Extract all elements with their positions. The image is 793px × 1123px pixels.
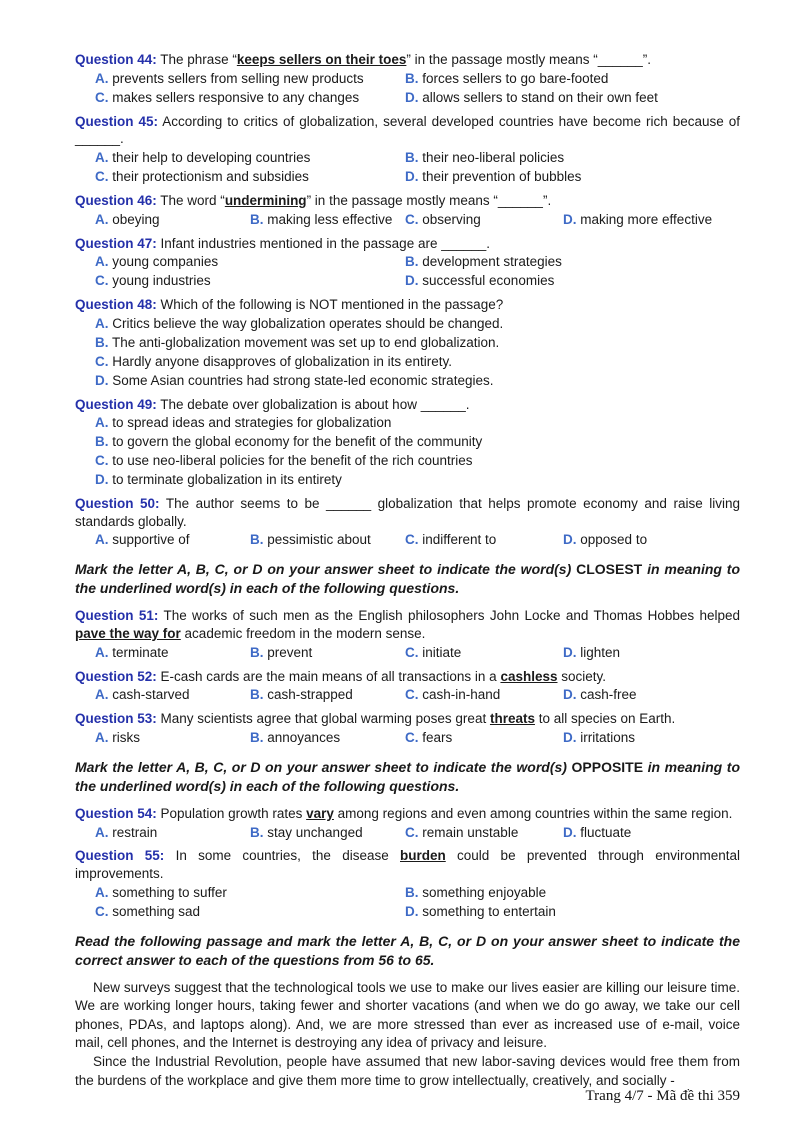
option-letter: B.	[250, 644, 264, 660]
passage-paragraph-1: New surveys suggest that the technological tools we use to make our lives easier are killing our leisure time. We are working longer hours, taking fewer and shorter vacations (and when we do go away, we take our cell phones, PDAs, and laptops along). And, we are more stressed than ever as increased use of e-mail, voice mail, cell phones, and the Internet is destroying any idea of privacy and leisure.	[75, 979, 740, 1051]
question-54-option-c	[405, 823, 563, 842]
option-letter: C.	[405, 824, 419, 840]
question-50-option-c	[405, 530, 563, 549]
question-54-option-d	[563, 823, 740, 842]
question-46-text	[75, 192, 740, 210]
option-text: their protectionism and subsidies	[112, 169, 309, 185]
question-53-run-2: to all species on Earth.	[534, 711, 676, 727]
option-letter: A.	[95, 687, 109, 703]
option-letter: D.	[563, 824, 577, 840]
question-51-underlined-phrase: pave the way for	[75, 625, 181, 641]
question-45-option-b	[405, 148, 740, 167]
question-49-option-c	[95, 451, 740, 470]
option-text: pessimistic about	[267, 532, 371, 548]
question-46-option-c	[405, 210, 563, 229]
question-47-option-c	[95, 271, 405, 290]
question-49	[75, 396, 740, 489]
option-text: terminate	[112, 644, 169, 660]
option-text: observing	[422, 211, 481, 227]
question-52	[75, 668, 740, 705]
option-text: cash-strapped	[267, 687, 353, 703]
question-47-option-d	[405, 271, 740, 290]
option-text: prevent	[267, 644, 313, 660]
option-text: risks	[112, 730, 141, 746]
option-letter: A.	[95, 415, 109, 431]
question-46-number: Question 46:	[75, 192, 157, 208]
option-letter: C.	[95, 169, 109, 185]
question-50	[75, 495, 740, 550]
instruction-opposite	[75, 758, 740, 796]
question-55-option-d	[405, 902, 740, 921]
question-45-option-d	[405, 167, 740, 186]
question-53-text	[75, 710, 740, 728]
question-52-option-a	[95, 685, 250, 704]
option-letter: B.	[95, 434, 109, 450]
option-text: indifferent to	[422, 532, 497, 548]
option-letter: D.	[563, 211, 577, 227]
question-44	[75, 51, 740, 107]
question-53-underlined-word: threats	[489, 711, 535, 727]
option-text: supportive of	[112, 532, 190, 548]
question-51-option-d	[563, 643, 740, 662]
question-48-options	[95, 314, 740, 390]
option-letter: C.	[95, 453, 109, 469]
option-letter: C.	[405, 211, 419, 227]
question-44-text	[75, 51, 740, 69]
question-55-number: Question 55:	[75, 848, 165, 864]
passage-paragraph-2: Since the Industrial Revolution, people have assumed that new labor-saving devices would free them from the burdens of the workplace and give them more time to grow intellectually, creatively, and socially -	[75, 1054, 740, 1088]
question-49-option-b	[95, 432, 740, 451]
question-52-text	[75, 668, 740, 686]
option-text: their help to developing countries	[112, 150, 311, 166]
option-text: something to suffer	[112, 885, 227, 901]
question-44-run-0: The phrase “	[160, 52, 237, 67]
question-45	[75, 113, 740, 186]
question-46-run-2: ” in the passage mostly means “______”.	[306, 192, 552, 208]
question-54-text	[75, 805, 740, 823]
question-55-option-b	[405, 883, 740, 902]
question-54-number: Question 54:	[75, 805, 157, 821]
question-55-underlined-word: burden	[400, 848, 446, 864]
option-text: stay unchanged	[267, 824, 363, 840]
question-48	[75, 296, 740, 389]
instruction-reading: Read the following passage and mark the letter A, B, C, or D on your answer sheet to indicate the correct answer to each of the questions from 56 to 65.	[75, 932, 740, 968]
question-46-underlined-word: undermining	[224, 192, 307, 208]
option-text: forces sellers to go bare-footed	[422, 70, 609, 86]
question-48-option-d	[95, 371, 740, 390]
option-letter: C.	[95, 903, 109, 919]
question-47-option-b	[405, 252, 740, 271]
option-text: to govern the global economy for the benefit of the community	[112, 434, 483, 450]
option-text: making less effective	[267, 211, 393, 227]
option-letter: A.	[95, 644, 109, 660]
question-48-option-b	[95, 333, 740, 352]
question-51-options	[95, 643, 740, 662]
option-text: to use neo-liberal policies for the benefit of the rich countries	[112, 453, 473, 469]
question-48-option-c	[95, 352, 740, 371]
question-47	[75, 235, 740, 291]
question-49-option-a	[95, 413, 740, 432]
question-45-number: Question 45:	[75, 113, 159, 129]
option-text: something to entertain	[422, 903, 556, 919]
instruction-closest-post: in meaning to the underlined word(s) in each of the following questions.	[75, 561, 740, 597]
option-letter: A.	[95, 316, 109, 331]
question-44-option-b	[405, 69, 740, 88]
question-50-option-b	[250, 530, 405, 549]
option-letter: D.	[563, 687, 577, 703]
question-47-run-0: Infant industries mentioned in the passage are ______.	[160, 235, 491, 251]
option-letter: D.	[563, 644, 577, 660]
question-49-text	[75, 396, 740, 414]
instruction-closest-pre: Mark the letter A, B, C, or D on your answer sheet to indicate the word(s)	[75, 561, 577, 578]
question-44-option-c	[95, 88, 405, 107]
option-letter: C.	[95, 273, 109, 289]
question-47-options	[95, 252, 740, 290]
question-54-run-0: Population growth rates	[160, 805, 307, 821]
question-46-option-a	[95, 210, 250, 229]
question-55-options	[95, 883, 740, 921]
question-54-option-b	[250, 823, 405, 842]
question-44-underlined-phrase: keeps sellers on their toes	[236, 52, 407, 67]
option-text: young companies	[112, 254, 219, 270]
question-51-option-b	[250, 643, 405, 662]
question-45-run-0: According to critics of globalization, several developed countries have become rich because of ______.	[75, 113, 740, 147]
option-letter: B.	[250, 687, 264, 703]
question-52-options	[95, 685, 740, 704]
question-54-underlined-word: vary	[306, 805, 334, 821]
question-50-option-d	[563, 530, 740, 549]
question-47-number: Question 47:	[75, 235, 157, 251]
question-49-options	[95, 413, 740, 489]
option-text: lighten	[580, 644, 621, 660]
option-letter: A.	[95, 730, 109, 746]
option-text: makes sellers responsive to any changes	[112, 89, 360, 105]
option-letter: D.	[563, 532, 577, 548]
question-51-option-a	[95, 643, 250, 662]
question-49-number: Question 49:	[75, 396, 157, 412]
option-letter: C.	[405, 687, 419, 703]
question-49-run-0: The debate over globalization is about how ______.	[160, 396, 470, 412]
option-text: The anti-globalization movement was set up to end globalization.	[112, 334, 500, 350]
question-48-run-0: Which of the following is NOT mentioned in the passage?	[160, 297, 504, 313]
option-text: irritations	[580, 730, 636, 746]
question-53-run-0: Many scientists agree that global warming poses great	[160, 711, 490, 727]
option-text: something enjoyable	[422, 885, 547, 901]
reading-passage	[75, 979, 740, 1091]
option-text: their prevention of bubbles	[422, 169, 582, 185]
option-text: cash-free	[580, 687, 637, 703]
option-text: annoyances	[267, 730, 341, 746]
question-55	[75, 847, 740, 920]
question-48-number: Question 48:	[75, 297, 157, 313]
instruction-opposite-keyword: OPPOSITE	[571, 758, 644, 775]
question-53-option-c	[405, 728, 563, 747]
instruction-opposite-post: in meaning to the underlined word(s) in each of the following questions.	[75, 758, 740, 794]
question-52-run-2: society.	[557, 668, 607, 684]
option-letter: B.	[250, 730, 264, 746]
question-53-option-b	[250, 728, 405, 747]
option-text: something sad	[112, 903, 201, 919]
question-53	[75, 710, 740, 747]
question-51-run-0: The works of such men as the English philosophers John Locke and Thomas Hobbes helped	[163, 608, 740, 624]
option-letter: B.	[405, 254, 419, 270]
question-49-option-d	[95, 470, 740, 489]
question-52-option-b	[250, 685, 405, 704]
question-54	[75, 805, 740, 842]
question-51	[75, 607, 740, 662]
instruction-closest-keyword: CLOSEST	[576, 561, 643, 578]
question-44-option-d	[405, 88, 740, 107]
option-text: opposed to	[580, 532, 648, 548]
question-46-run-0: The word “	[160, 192, 225, 208]
option-text: restrain	[112, 824, 158, 840]
option-letter: B.	[250, 532, 264, 548]
option-letter: C.	[95, 353, 109, 369]
option-text: cash-in-hand	[422, 687, 501, 703]
question-50-options	[95, 530, 740, 549]
question-52-option-d	[563, 685, 740, 704]
question-55-text	[75, 847, 740, 883]
option-text: their neo-liberal policies	[422, 150, 565, 166]
question-52-run-0: E-cash cards are the main means of all transactions in a	[160, 668, 501, 684]
question-44-options	[95, 69, 740, 107]
question-55-run-0: In some countries, the disease	[175, 848, 400, 864]
option-text: to terminate globalization in its entirety	[112, 471, 342, 487]
option-letter: D.	[95, 372, 109, 388]
option-text: to spread ideas and strategies for globalization	[112, 415, 392, 431]
question-54-option-a	[95, 823, 250, 842]
option-letter: A.	[95, 824, 109, 840]
option-text: fluctuate	[580, 824, 632, 840]
option-text: remain unstable	[422, 824, 519, 840]
question-51-run-2: academic freedom in the modern sense.	[180, 625, 426, 641]
question-48-option-a	[95, 314, 740, 333]
question-55-option-a	[95, 883, 405, 902]
question-45-options	[95, 148, 740, 186]
option-letter: A.	[95, 211, 109, 227]
question-48-text	[75, 296, 740, 314]
option-text: fears	[422, 730, 453, 746]
option-letter: A.	[95, 885, 109, 901]
option-letter: A.	[95, 150, 109, 166]
option-letter: A.	[95, 254, 109, 270]
question-53-option-a	[95, 728, 250, 747]
question-55-run-2: could be prevented through environmental improvements.	[75, 848, 740, 882]
option-text: initiate	[422, 644, 462, 660]
option-letter: A.	[95, 70, 109, 86]
question-46-options	[95, 210, 740, 229]
question-53-options	[95, 728, 740, 747]
question-44-option-a	[95, 69, 405, 88]
option-letter: D.	[95, 471, 109, 487]
footer-page-number: Trang 4/7 - Mã đề thi 359	[585, 1088, 740, 1104]
option-letter: C.	[405, 644, 419, 660]
option-letter: B.	[95, 334, 109, 350]
question-52-number: Question 52:	[75, 668, 157, 684]
option-letter: B.	[405, 885, 419, 901]
question-50-run-0: The author seems to be ______ globalization that helps promote economy and raise living standards globally.	[75, 495, 741, 529]
option-text: making more effective	[580, 211, 713, 227]
question-44-run-2: ” in the passage mostly means “______”.	[406, 52, 652, 67]
question-45-option-c	[95, 167, 405, 186]
option-text: development strategies	[422, 254, 562, 270]
question-44-number: Question 44:	[75, 52, 157, 67]
option-text: Hardly anyone disapproves of globalization in its entirety.	[112, 353, 452, 369]
instruction-opposite-pre: Mark the letter A, B, C, or D on your answer sheet to indicate the word(s)	[75, 758, 572, 775]
option-text: Some Asian countries had strong state-led economic strategies.	[112, 372, 494, 388]
question-47-text	[75, 235, 740, 253]
option-letter: B.	[250, 211, 264, 227]
option-letter: B.	[405, 70, 419, 86]
question-51-number: Question 51:	[75, 608, 159, 624]
option-letter: A.	[95, 532, 109, 548]
option-letter: D.	[405, 169, 419, 185]
option-text: successful economies	[422, 273, 555, 289]
question-54-run-2: among regions and even among countries within the same region.	[333, 805, 733, 821]
question-46-option-b	[250, 210, 405, 229]
question-47-option-a	[95, 252, 405, 271]
question-52-option-c	[405, 685, 563, 704]
question-53-option-d	[563, 728, 740, 747]
option-text: cash-starved	[112, 687, 190, 703]
question-46-option-d	[563, 210, 740, 229]
option-letter: D.	[405, 273, 419, 289]
question-45-option-a	[95, 148, 405, 167]
option-letter: C.	[95, 89, 109, 105]
question-50-number: Question 50:	[75, 495, 160, 511]
option-text: young industries	[112, 273, 211, 289]
option-letter: B.	[250, 824, 264, 840]
question-52-underlined-word: cashless	[500, 668, 558, 684]
question-51-text	[75, 607, 740, 643]
question-45-text	[75, 113, 740, 149]
question-46	[75, 192, 740, 229]
option-text: allows sellers to stand on their own feet	[422, 89, 658, 105]
option-text: obeying	[112, 211, 160, 227]
option-text: prevents sellers from selling new products	[112, 70, 364, 86]
question-54-options	[95, 823, 740, 842]
option-text: Critics believe the way globalization operates should be changed.	[112, 316, 504, 331]
instruction-closest	[75, 560, 740, 598]
option-letter: D.	[563, 730, 577, 746]
option-letter: D.	[405, 903, 419, 919]
question-53-number: Question 53:	[75, 711, 157, 727]
option-letter: C.	[405, 532, 419, 548]
question-50-option-a	[95, 530, 250, 549]
option-letter: B.	[405, 150, 419, 166]
option-letter: D.	[405, 89, 419, 105]
question-55-option-c	[95, 902, 405, 921]
option-letter: C.	[405, 730, 419, 746]
question-50-text	[75, 495, 740, 531]
question-51-option-c	[405, 643, 563, 662]
